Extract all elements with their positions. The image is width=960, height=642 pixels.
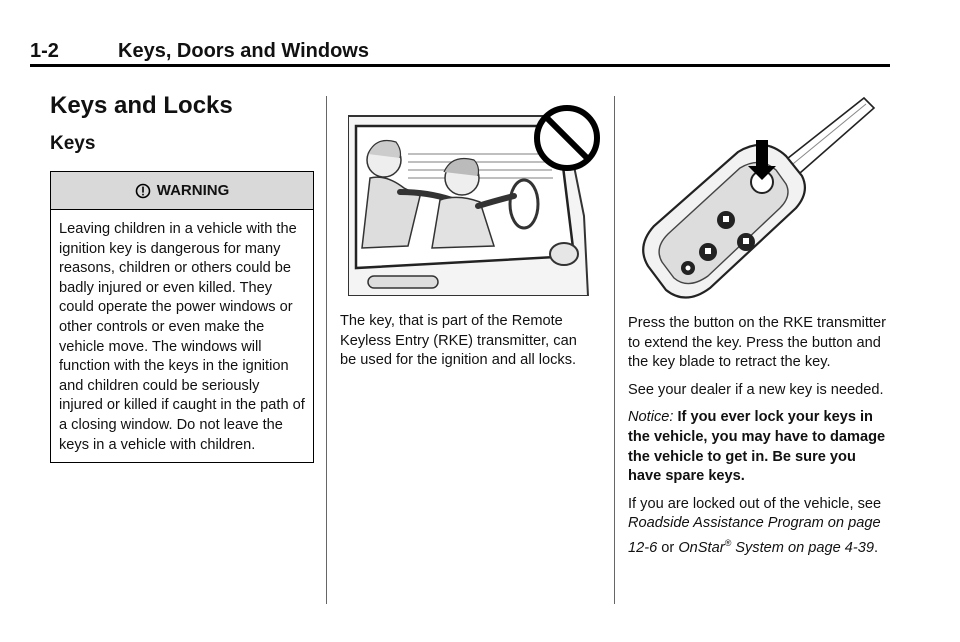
warning-header	[51, 172, 313, 210]
notice-text: If you ever lock your keys in the vehicle, you may have to damage the vehicle to get in. Be sure you have spare keys.	[628, 409, 886, 485]
or-text: or	[661, 539, 675, 556]
onstar-name: OnStar	[678, 539, 725, 556]
column-divider-2	[614, 96, 615, 604]
rke-key-fob-illustration	[628, 96, 892, 306]
section-title: Keys and Locks	[50, 92, 233, 119]
children-in-car-illustration	[348, 96, 600, 296]
roadside-reference-link[interactable]: Roadside Assistance Program on page 12-6	[628, 515, 881, 556]
column-divider-1	[326, 96, 327, 604]
onstar-reference-link[interactable]	[678, 537, 874, 556]
page-header	[30, 40, 890, 64]
header-rule	[30, 64, 890, 67]
locked-out-text: If you are locked out of the vehicle, see	[628, 495, 882, 512]
subsection-title: Keys	[50, 133, 96, 154]
column-2	[340, 96, 592, 371]
column-3	[628, 96, 892, 558]
notice-paragraph	[628, 408, 892, 486]
chapter-title: Keys, Doors and Windows	[118, 40, 369, 62]
rke-key-paragraph: The key, that is part of the Remote Keyless Entry (RKE) transmitter, can be used for the ignition and all locks.	[340, 313, 577, 369]
column-1	[50, 92, 314, 463]
registered-mark: ®	[724, 537, 732, 548]
locked-out-paragraph	[628, 495, 892, 559]
onstar-page-ref: System on page 4-39	[735, 539, 874, 556]
page-number: 1-2	[30, 40, 59, 62]
extend-key-paragraph: Press the button on the RKE transmitter to extend the key. Press the button and the key blade to retract the key.	[628, 315, 886, 371]
warning-box	[50, 171, 314, 463]
warning-body	[51, 210, 313, 455]
warning-label: WARNING	[156, 182, 230, 199]
notice-label: Notice:	[628, 409, 674, 426]
dealer-paragraph: See your dealer if a new key is needed.	[628, 381, 884, 398]
period: .	[874, 539, 879, 556]
warning-text: Leaving children in a vehicle with the ignition key is dangerous for many reasons, children or others could be badly injured or even killed. They could operate the power windows or other controls or even make the vehicle move. The windows will function with the keys in the ignition and children could be seriously injured or killed if caught in the path of a closing window. Do not leave the keys in a vehicle with children.	[59, 221, 305, 453]
warning-icon	[135, 183, 151, 199]
